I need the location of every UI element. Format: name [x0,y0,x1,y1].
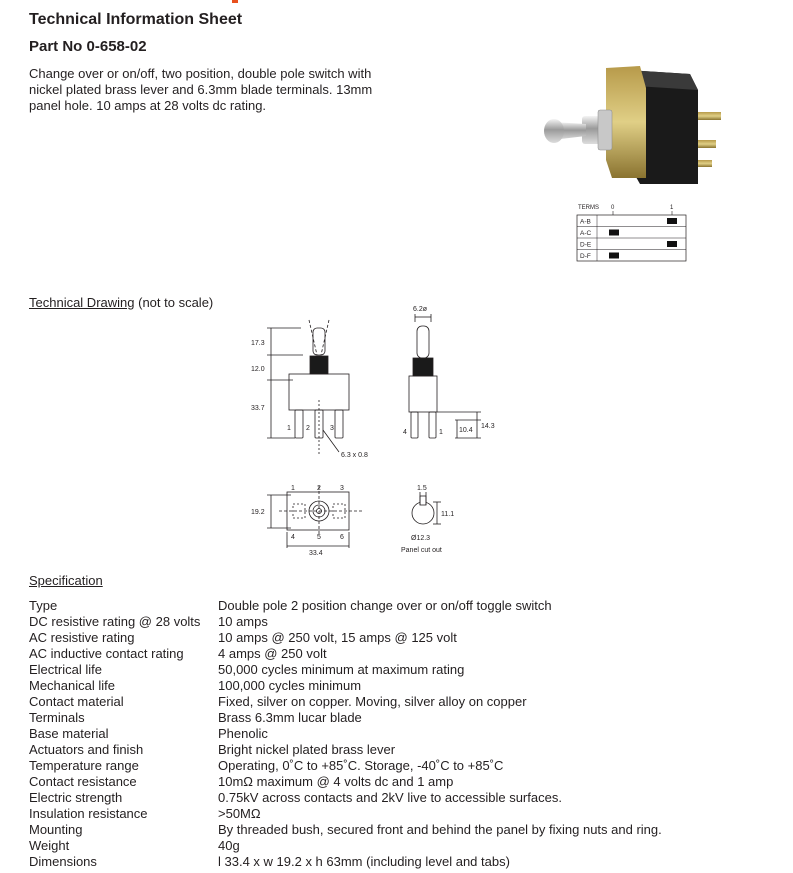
specification-table [29,598,662,870]
spec-label: AC inductive contact rating [29,646,184,661]
dim-cut-11-1: 11.1 [441,511,455,518]
dim-19-2: 19.2 [251,509,265,516]
spec-label: Terminals [29,710,85,725]
spec-row [29,598,662,614]
dim-tab-size: 6.3 x 0.8 [341,452,368,459]
top-terminal-6: 6 [340,534,344,541]
spec-label: Electric strength [29,790,123,805]
spec-label: Insulation resistance [29,806,148,821]
terms-contact-mark [609,230,619,236]
spec-value: Brass 6.3mm lucar blade [218,710,362,725]
spec-value: 100,000 cycles minimum [218,678,362,693]
terms-contact-mark [667,218,677,224]
top-terminal-2: 2 [317,485,321,492]
spec-value: 10mΩ maximum @ 4 volts dc and 1 amp [218,774,454,789]
spec-row [29,806,662,822]
page-title: Technical Information Sheet [29,11,243,28]
spec-value: Double pole 2 position change over or on/off toggle switch [218,598,552,613]
spec-value: Phenolic [218,726,268,741]
spec-label: DC resistive rating @ 28 volts [29,614,201,629]
spec-label: Contact material [29,694,124,709]
terms-row-label: D-E [580,241,592,249]
spec-value: 0.75kV across contacts and 2kV live to accessible surfaces. [218,790,562,805]
spec-row [29,646,662,662]
spec-value: l 33.4 x w 19.2 x h 63mm (including level and tabs) [218,854,510,869]
top-terminal-4: 4 [291,534,295,541]
spec-row [29,838,662,854]
dim-33-4: 33.4 [309,550,323,557]
spec-value: >50MΩ [218,806,261,821]
drawing-note: (not to scale) [134,295,214,310]
dim-33-7: 33.7 [251,405,265,412]
terms-header: TERMS [578,205,599,211]
spec-row [29,822,662,838]
switch-photo [540,60,730,192]
spec-row [29,678,662,694]
spec-label: Mechanical life [29,678,115,693]
dim-17-3: 17.3 [251,340,265,347]
terms-row-label: D-F [580,253,591,260]
spec-value: 10 amps [218,614,268,629]
top-terminal-5: 5 [317,534,321,541]
spec-row [29,758,662,774]
spec-row [29,790,662,806]
spec-label: Mounting [29,822,83,837]
dim-cut-diameter: Ø12.3 [411,535,431,542]
spec-row [29,710,662,726]
spec-row [29,694,662,710]
terms-contact-mark [609,253,619,259]
part-number: Part No 0-658-02 [29,38,147,55]
spec-row [29,614,662,630]
spec-row [29,662,662,678]
technical-drawing [245,300,510,562]
spec-row [29,630,662,646]
panel-cut-out-label: Panel cut out [401,547,442,554]
spec-value: Bright nickel plated brass lever [218,742,396,757]
spec-value: 10 amps @ 250 volt, 15 amps @ 125 volt [218,630,457,645]
terms-table [576,203,688,263]
dim-lever-dia: 6.2ø [413,306,428,313]
terms-col-0: 0 [611,205,615,211]
spec-label: Temperature range [29,758,139,773]
dim-14-3: 14.3 [481,423,495,430]
spec-label: Actuators and finish [29,742,144,757]
terms-row-label: A-C [580,230,592,237]
specification-title: Specification [29,573,103,588]
top-terminal-1: 1 [291,485,295,492]
dim-10-4: 10.4 [459,427,473,434]
dim-cut-1-5: 1.5 [417,485,427,492]
terms-contact-mark [667,241,677,247]
spec-value: 4 amps @ 250 volt [218,646,327,661]
spec-row [29,742,662,758]
spec-row [29,774,662,790]
top-terminal-3: 3 [340,485,344,492]
front-terminal-3: 3 [330,425,334,432]
spec-label: Base material [29,726,109,741]
spec-row [29,854,662,870]
spec-label: Weight [29,838,70,853]
spec-label: Contact resistance [29,774,137,789]
spec-label: Dimensions [29,854,97,869]
dim-12-0: 12.0 [251,366,265,373]
front-terminal-1: 1 [287,425,291,432]
spec-label: Type [29,598,58,613]
spec-row [29,726,662,742]
spec-label: AC resistive rating [29,630,135,645]
terms-col-1: 1 [670,205,674,211]
terms-row-label: A-B [580,218,591,226]
spec-label: Electrical life [29,662,102,677]
spec-value: Operating, 0˚C to +85˚C. Storage, -40˚C to +85˚C [218,758,504,773]
side-terminal-4: 4 [403,429,407,436]
product-description: Change over or on/off, two position, double pole switch with nickel plated brass lever and 6.3mm blade terminals. 13mm panel hole. 10 amps at 28 volts dc rating. [29,66,373,113]
drawing-heading [29,295,213,310]
spec-value: 40g [218,838,240,853]
spec-value: 50,000 cycles minimum at maximum rating [218,662,465,677]
drawing-title: Technical Drawing [29,295,135,310]
accent-mark [232,0,238,3]
side-terminal-1: 1 [439,429,443,436]
spec-value: Fixed, silver on copper. Moving, silver alloy on copper [218,694,527,709]
front-terminal-2: 2 [306,425,310,432]
spec-value: By threaded bush, secured front and behind the panel by fixing nuts and ring. [218,822,662,837]
